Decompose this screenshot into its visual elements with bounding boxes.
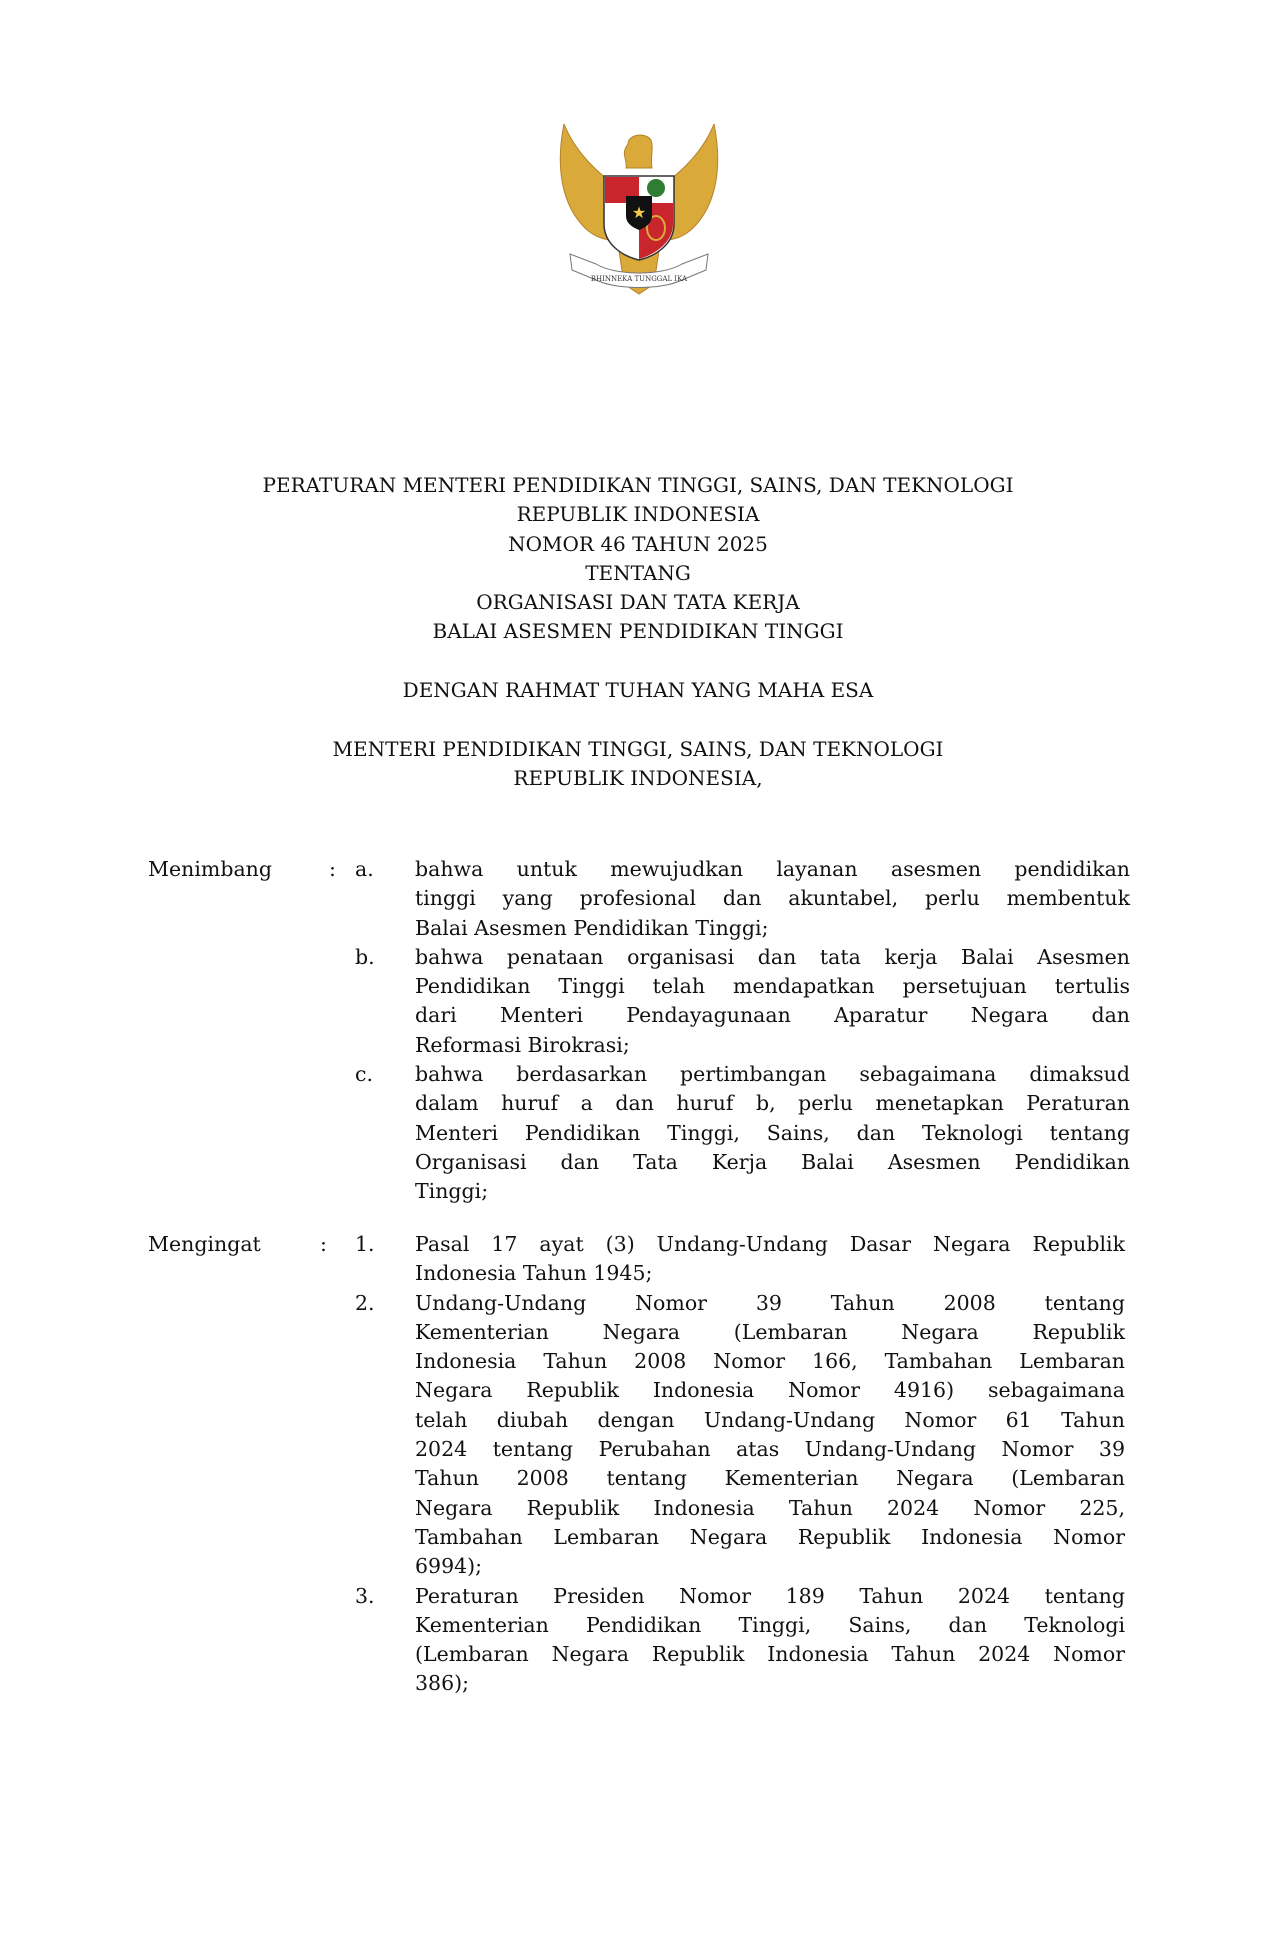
item-text-line: Negara Republik Indonesia Nomor 4916) sebagaimana	[415, 1378, 1125, 1403]
menimbang-colon: :	[329, 857, 336, 881]
item-number: c.	[355, 1062, 373, 1087]
item-text-line: (Lembaran Negara Republik Indonesia Tahun 2024 Nomor	[415, 1642, 1125, 1667]
shield	[604, 176, 674, 260]
motto-text: BHINNEKA TUNGGAL IKA	[590, 275, 688, 283]
item-text-line: 386);	[415, 1671, 470, 1696]
head	[624, 135, 652, 168]
item-text-line: Menteri Pendidikan Tinggi, Sains, dan Teknologi tentang	[415, 1120, 1130, 1145]
item-text-line: 6994);	[415, 1554, 483, 1579]
item-text-line: Tahun 2008 tentang Kementerian Negara (Lembaran	[415, 1466, 1125, 1491]
item-text-line: bahwa untuk mewujudkan layanan asesmen pendidikan	[415, 857, 1130, 881]
heading-line: REPUBLIK INDONESIA	[516, 502, 760, 527]
menimbang-item	[148, 1060, 1148, 1206]
heading-line: NOMOR 46 TAHUN 2025	[508, 531, 768, 556]
item-text-line: dari Menteri Pendayagunaan Aparatur Negara dan	[415, 1003, 1130, 1028]
heading-spacer	[0, 705, 1276, 734]
mengingat-section	[148, 1230, 1148, 1699]
item-text-line: Peraturan Presiden Nomor 189 Tahun 2024 tentang	[415, 1583, 1125, 1608]
item-number: 1.	[355, 1232, 375, 1256]
item-text-line: dalam huruf a dan huruf b, perlu menetapkan Peraturan	[415, 1091, 1130, 1116]
item-text-line: telah diubah dengan Undang-Undang Nomor 61 Tahun	[415, 1407, 1125, 1432]
item-number: a.	[355, 857, 374, 881]
heading-line: ORGANISASI DAN TATA KERJA	[476, 590, 800, 615]
item-number: 2.	[355, 1290, 375, 1315]
item-text-line: Balai Asesmen Pendidikan Tinggi;	[415, 915, 769, 940]
item-text-line: Kementerian Negara (Lembaran Negara Republik	[415, 1319, 1125, 1344]
item-text-line: Tinggi;	[415, 1179, 489, 1204]
menimbang-item	[148, 943, 1148, 1060]
item-text-line: Pasal 17 ayat (3) Undang-Undang Dasar Negara Republik	[415, 1232, 1125, 1256]
item-number: b.	[355, 944, 375, 969]
heading-line: REPUBLIK INDONESIA,	[513, 765, 763, 790]
item-text-line: Negara Republik Indonesia Tahun 2024 Nomor 225,	[415, 1495, 1125, 1520]
item-text-line: Indonesia Tahun 2008 Nomor 166, Tambahan Lembaran	[415, 1349, 1125, 1374]
heading-line: TENTANG	[585, 560, 691, 585]
menimbang-label: Menimbang	[148, 857, 272, 881]
svg-text:★: ★	[631, 203, 647, 222]
item-text-line: tinggi yang profesional dan akuntabel, perlu membentuk	[415, 886, 1130, 911]
item-text-line: Pendidikan Tinggi telah mendapatkan persetujuan tertulis	[415, 974, 1130, 999]
heading-line: DENGAN RAHMAT TUHAN YANG MAHA ESA	[402, 678, 874, 703]
menimbang-section	[148, 855, 1148, 1207]
document-heading	[0, 471, 1276, 793]
garuda-pancasila-emblem	[556, 124, 722, 296]
item-text-line: Reformasi Birokrasi;	[415, 1032, 630, 1057]
item-text-line: Organisasi dan Tata Kerja Balai Asesmen Pendidikan	[415, 1149, 1130, 1174]
mengingat-item	[148, 1582, 1148, 1699]
heading-line: BALAI ASESMEN PENDIDIKAN TINGGI	[432, 619, 844, 644]
mengingat-item	[148, 1230, 1148, 1289]
menimbang-item	[148, 855, 1148, 943]
item-text-line: Indonesia Tahun 1945;	[415, 1261, 653, 1286]
mengingat-colon: :	[320, 1232, 327, 1256]
mengingat-label: Mengingat	[148, 1232, 261, 1256]
item-text-line: bahwa berdasarkan pertimbangan sebagaimana dimaksud	[415, 1062, 1130, 1087]
item-text-line: 2024 tentang Perubahan atas Undang-Undang Nomor 39	[415, 1437, 1125, 1462]
heading-line: MENTERI PENDIDIKAN TINGGI, SAINS, DAN TEKNOLOGI	[332, 736, 944, 761]
heading-spacer	[0, 647, 1276, 676]
item-text-line: Undang-Undang Nomor 39 Tahun 2008 tentang	[415, 1290, 1125, 1315]
mengingat-item	[148, 1289, 1148, 1582]
item-text-line: bahwa penataan organisasi dan tata kerja Balai Asesmen	[415, 944, 1130, 969]
item-text-line: Tambahan Lembaran Negara Republik Indonesia Nomor	[415, 1524, 1125, 1549]
heading-line: PERATURAN MENTERI PENDIDIKAN TINGGI, SAINS, DAN TEKNOLOGI	[262, 473, 1014, 497]
item-text-line: Kementerian Pendidikan Tinggi, Sains, dan Teknologi	[415, 1612, 1125, 1637]
item-number: 3.	[355, 1583, 375, 1608]
